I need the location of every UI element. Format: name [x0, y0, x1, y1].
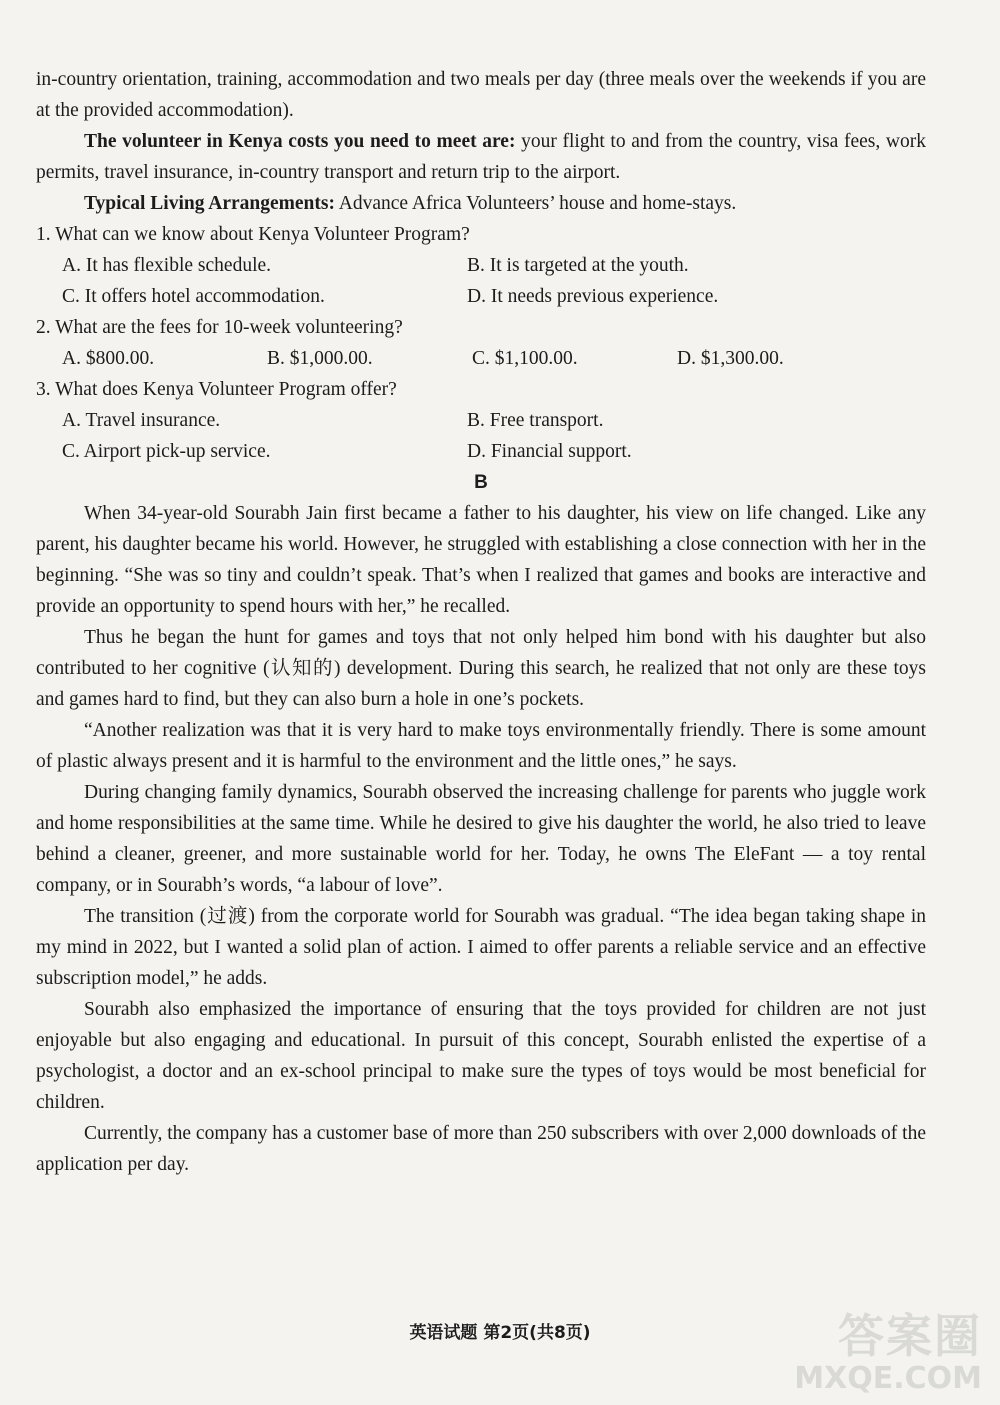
question-options — [36, 405, 926, 467]
costs-paragraph — [36, 126, 926, 188]
watermark-sub: MXQE.COM — [794, 1361, 982, 1396]
exam-page — [36, 64, 926, 1180]
passage-b-paragraph-6: Sourabh also emphasized the importance of ensuring that the toys provided for children are not just enjoyable but also engaging and educational. In pursuit of this concept, Sourabh enlisted the expertise of a psychologist, a doctor and an ex-school principal to make sure the types of toys would be most beneficial for children. — [36, 999, 926, 1113]
question-1 — [36, 219, 926, 312]
option-a: A. $800.00. — [62, 348, 155, 369]
question-stem: 3. What does Kenya Volunteer Program offer? — [36, 379, 397, 400]
option-b: B. Free transport. — [467, 410, 604, 431]
option-d: D. It needs previous experience. — [467, 286, 719, 307]
question-options — [36, 343, 926, 374]
question-stem: 2. What are the fees for 10-week volunteering? — [36, 317, 403, 338]
watermark-main: 答案圈 — [838, 1309, 982, 1364]
page-footer: 英语试题 第2页(共8页) — [409, 1323, 591, 1343]
watermark-logo — [794, 1311, 982, 1395]
option-d: D. $1,300.00. — [677, 348, 784, 369]
section-b-title: B — [474, 472, 488, 493]
question-3 — [36, 374, 926, 467]
option-c: C. It offers hotel accommodation. — [62, 286, 325, 307]
costs-text: your flight to and from the country, visa fees, work permits, travel insurance, in-country transport and return trip to the airport. — [36, 131, 926, 183]
option-b: B. $1,000.00. — [267, 348, 373, 369]
question-options — [36, 250, 926, 312]
living-text: Advance Africa Volunteers’ house and home-stays. — [334, 193, 737, 214]
costs-label: The volunteer in Kenya costs you need to meet are: — [84, 131, 516, 152]
option-a: A. Travel insurance. — [62, 410, 221, 431]
option-d: D. Financial support. — [467, 441, 632, 462]
question-2 — [36, 312, 926, 374]
passage-b-paragraph-1: When 34-year-old Sourabh Jain first became a father to his daughter, his view on life changed. Like any parent, his daughter became his world. However, he struggled with establishing a close connection with her in the beginning. “She was so tiny and couldn’t speak. That’s when I realized that games and books are interactive and provide an opportunity to spend hours with her,” he recalled. — [36, 503, 926, 617]
question-stem: 1. What can we know about Kenya Volunteer Program? — [36, 224, 470, 245]
option-a: A. It has flexible schedule. — [62, 255, 272, 276]
living-paragraph — [36, 188, 926, 219]
passage-a-tail-paragraph: in-country orientation, training, accommodation and two meals per day (three meals over the weekends if you are at the provided accommodation). — [36, 69, 926, 121]
passage-b-paragraph-4: During changing family dynamics, Sourabh observed the increasing challenge for parents who juggle work and home responsibilities at the same time. While he desired to give his daughter the world, he also tried to leave behind a cleaner, greener, and more sustainable world for her. Today, he owns The EleFant — a toy rental company, or in Sourabh’s words, “a labour of love”. — [36, 782, 926, 896]
option-c: C. $1,100.00. — [472, 348, 578, 369]
living-label: Typical Living Arrangements: — [84, 193, 335, 214]
passage-b-paragraph-2: Thus he began the hunt for games and toys that not only helped him bond with his daughter but also contributed to her cognitive (认知的) development. During this search, he realized that not only are these toys and games hard to find, but they can also burn a hole in one’s pockets. — [36, 627, 926, 710]
passage-b-paragraph-7: Currently, the company has a customer base of more than 250 subscribers with over 2,000 downloads of the application per day. — [36, 1123, 926, 1175]
passage-b-paragraph-3: “Another realization was that it is very hard to make toys environmentally friendly. There is some amount of plastic always present and it is harmful to the environment and the little ones,” he says. — [36, 720, 926, 772]
option-c: C. Airport pick-up service. — [62, 441, 271, 462]
option-b: B. It is targeted at the youth. — [467, 255, 689, 276]
passage-b-paragraph-5: The transition (过渡) from the corporate world for Sourabh was gradual. “The idea began taking shape in my mind in 2022, but I wanted a solid plan of action. I aimed to offer parents a reliable service and an effective subscription model,” he adds. — [36, 906, 926, 989]
